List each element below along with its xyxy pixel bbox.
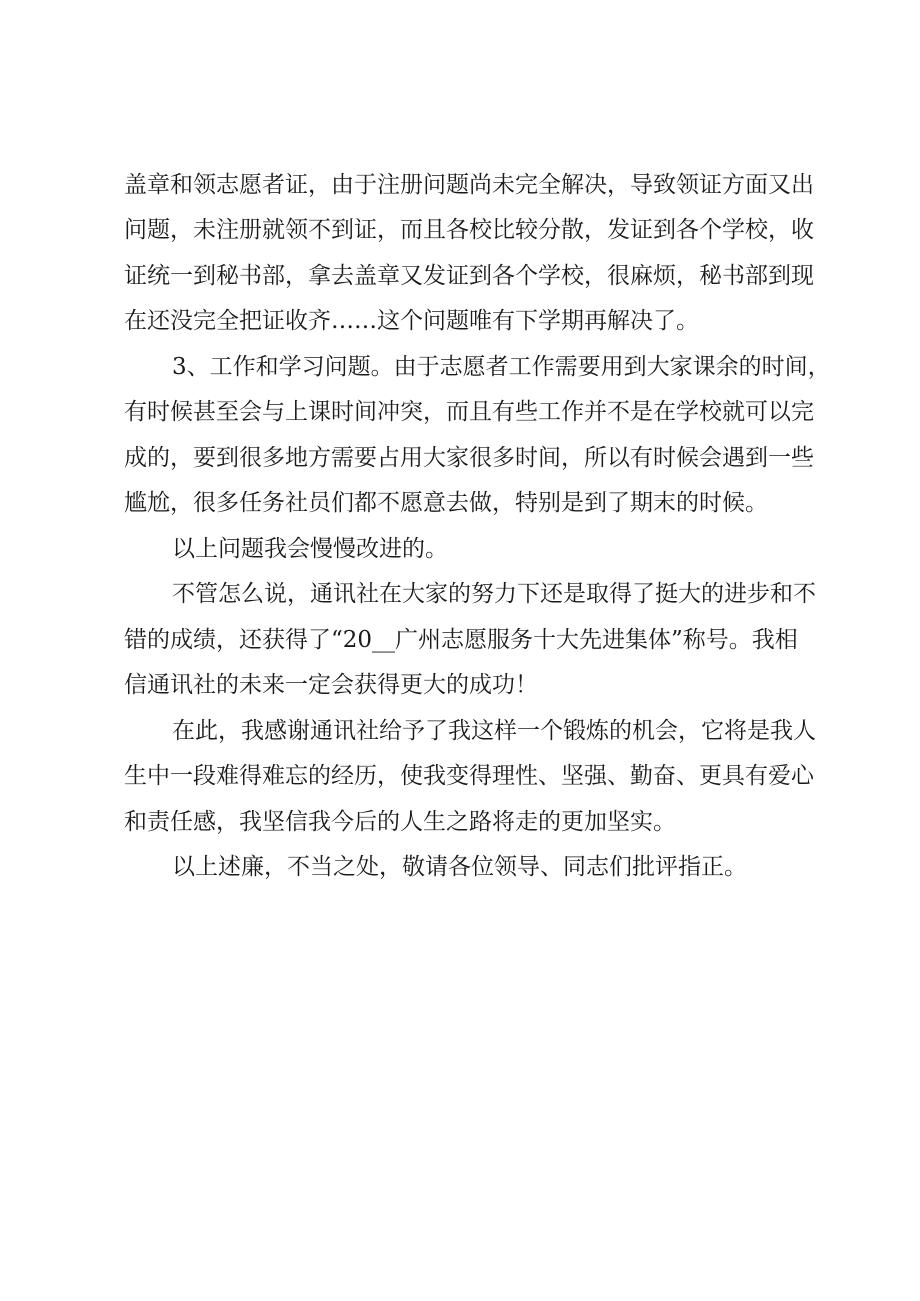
text-line: 尴尬，很多任务社员们都不愿意去做，特别是到了期末的时候。: [124, 490, 768, 516]
paragraph-start: 在此，我感谢通讯社给予了我这样一个锻炼的机会，它将是我人: [172, 718, 816, 744]
paragraph-start: 不管怎么说，通讯社在大家的努力下还是取得了挺大的进步和不: [172, 581, 816, 607]
text-line: 成的，要到很多地方需要占用大家很多时间，所以有时候会遇到一些: [124, 445, 814, 471]
text-line: 有时候甚至会与上课时间冲突，而且有些工作并不是在学校就可以完: [124, 399, 814, 425]
text-line: 在还没完全把证收齐……这个问题唯有下学期再解决了。: [124, 308, 699, 334]
paragraph-start: 3、工作和学习问题。由于志愿者工作需要用到大家课余的时间，: [172, 354, 831, 380]
text-line: 错的成绩，还获得了“20__广州志愿服务十大先进集体”称号。我相: [124, 627, 798, 653]
text-line: 信通讯社的未来一定会获得更大的成功！: [124, 672, 538, 698]
text-line: 和责任感，我坚信我今后的人生之路将走的更加坚实。: [124, 809, 676, 835]
text-line: 问题，未注册就领不到证，而且各校比较分散，发证到各个学校，收: [124, 217, 814, 243]
paragraph-start: 以上述廉，不当之处，敬请各位领导、同志们批评指正。: [172, 854, 747, 880]
paragraph-start: 以上问题我会慢慢改进的。: [172, 536, 448, 562]
text-line: 盖章和领志愿者证，由于注册问题尚未完全解决，导致领证方面又出: [124, 172, 814, 198]
text-line: 生中一段难得难忘的经历，使我变得理性、坚强、勤奋、更具有爱心: [124, 763, 814, 789]
text-line: 证统一到秘书部，拿去盖章又发证到各个学校，很麻烦，秘书部到现: [124, 263, 814, 289]
